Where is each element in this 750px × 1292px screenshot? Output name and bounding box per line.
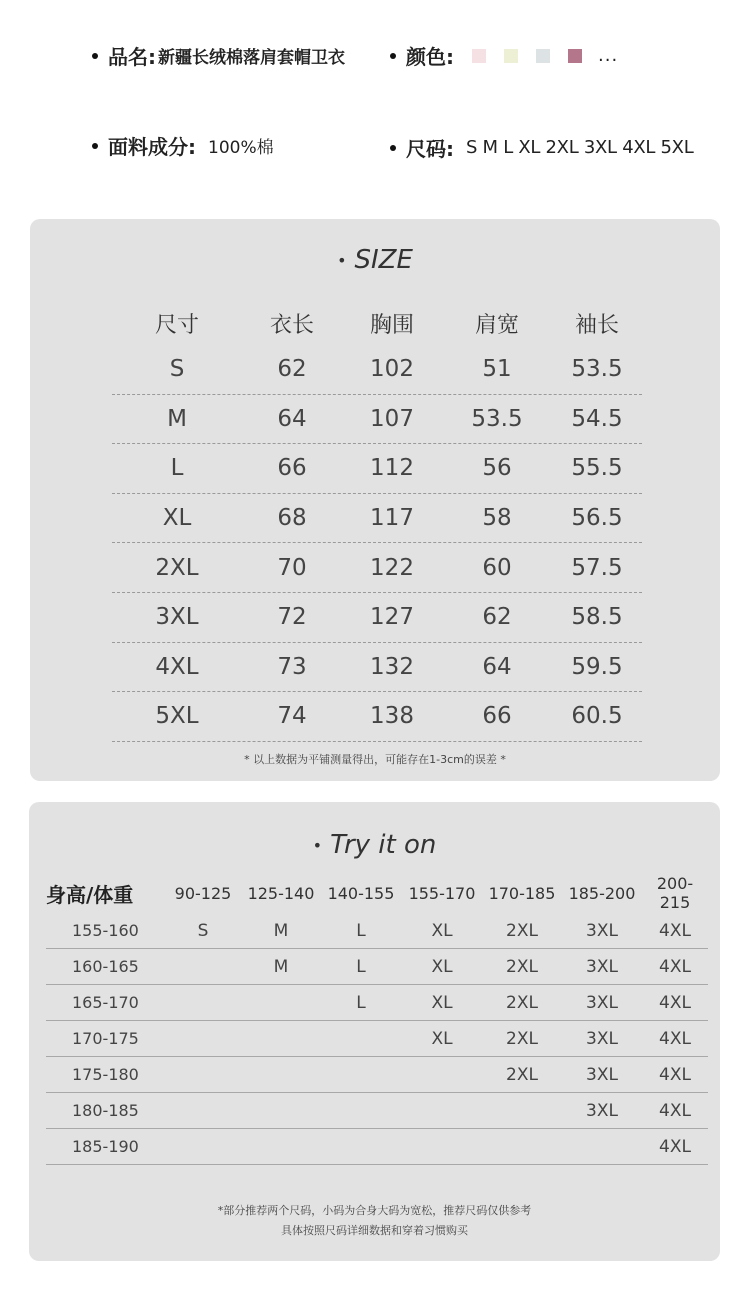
try-on-cell: 2XL [506,956,538,977]
try-on-cell: 4XL [659,1028,691,1049]
size-table-cell: 66 [277,455,307,482]
product-name-value: 新疆长绒棉落肩套帽卫衣 [158,48,345,68]
try-on-cell: 170-175 [72,1029,139,1048]
try-on-cell: XL [431,1028,453,1049]
bullet-icon [92,53,98,59]
size-table-cell: 62 [482,604,512,631]
try-on-cell: 3XL [586,1028,618,1049]
size-table-cell: 60.5 [571,703,623,730]
fabric-value: 100%棉 [208,138,274,158]
try-on-cell: 3XL [586,992,618,1013]
try-on-cell: 2XL [506,1064,538,1085]
try-on-row [46,1021,708,1057]
color-swatch [472,49,486,63]
try-on-cell: 4XL [659,1136,691,1157]
size-table-cell: 3XL [155,604,199,631]
size-table-cell: 59.5 [571,653,623,680]
try-on-cell: 160-165 [72,957,139,976]
try-on-cell: 3XL [586,920,618,941]
size-table-header-cell: 袖长 [574,312,619,338]
size-chart-title: • SIZE [337,245,413,275]
color-label: 颜色: [406,45,454,69]
size-table-cell: 58 [482,505,512,532]
try-on-cell: 3XL [586,1064,618,1085]
try-on-row [46,1057,708,1093]
try-on-cell: 180-185 [72,1101,139,1120]
try-on-note-2: 具体按照尺码详细数据和穿着习惯购买 [281,1224,468,1237]
fabric-row [92,131,274,160]
try-on-cell: 155-160 [72,921,139,940]
size-table-row [112,593,642,643]
try-on-title: • Try it on [312,830,437,860]
bullet-icon [390,53,396,59]
try-on-cell: 165-170 [72,993,139,1012]
size-chart-title-text: SIZE [354,245,413,275]
try-on-note-1: *部分推荐两个尺码，小码为合身大码为宽松，推荐尺码仅供参考 [217,1204,532,1217]
try-on-header-cell: 身高/体重 [46,882,134,907]
size-table-cell: L [170,455,184,482]
try-on-cell: S [197,920,209,941]
product-name-row [92,41,345,70]
try-on-cell: 3XL [586,1100,618,1121]
size-table-cell: 54.5 [571,405,623,432]
size-table-row [112,692,642,742]
bullet-icon [390,145,396,151]
size-table-cell: 68 [277,505,307,532]
size-options-row [390,133,693,162]
try-on-cell: XL [431,920,453,941]
size-table-header-cell: 肩宽 [474,312,519,338]
bullet-icon [92,143,98,149]
try-on-cell: 175-180 [72,1065,139,1084]
try-on-header-cell: 200-215 [656,874,694,912]
size-chart-note: * 以上数据为平铺测量得出，可能存在1-3cm的误差 * [244,753,506,766]
size-table-cell: XL [162,505,192,532]
size-table-header-cell: 尺寸 [154,312,199,338]
size-table-row [112,643,642,693]
size-table-cell: 74 [277,703,307,730]
size-table-cell: 66 [482,703,512,730]
size-table-cell: 72 [277,604,307,631]
try-on-cell: M [273,956,289,977]
try-on-header-cell: 155-170 [408,883,476,903]
color-swatch [568,49,582,63]
try-on-header-cell: 140-155 [327,883,395,903]
size-table-cell: S [169,356,185,383]
size-table-cell: 53.5 [471,405,523,432]
size-options-label: 尺码: [406,137,454,161]
size-table-cell: 55.5 [571,455,623,482]
size-table-header [112,301,642,345]
try-on-cell: M [273,920,289,941]
try-on-cell: 4XL [659,956,691,977]
try-on-title-text: Try it on [330,830,437,860]
try-on-cell: 4XL [659,1100,691,1121]
try-on-cell: 2XL [506,992,538,1013]
try-on-cell: 3XL [586,956,618,977]
size-table-cell: 64 [277,405,307,432]
try-on-row [46,1093,708,1129]
size-table-cell: 51 [482,356,512,383]
try-on-header-cell: 90-125 [174,883,232,903]
try-on-row [46,913,708,949]
try-on-cell: 4XL [659,992,691,1013]
size-options-value: S M L XL 2XL 3XL 4XL 5XL [466,137,694,158]
try-on-cell: 2XL [506,920,538,941]
size-table-cell: 73 [277,653,307,680]
try-on-table-header [46,873,708,913]
size-table-cell: 53.5 [571,356,623,383]
size-table-cell: 122 [370,554,414,581]
more-colors-ellipsis: ... [598,45,619,66]
try-on-cell: XL [431,992,453,1013]
color-swatch [504,49,518,63]
try-on-row [46,985,708,1021]
size-table-row [112,444,642,494]
size-table-row [112,543,642,593]
color-swatch [536,49,550,63]
color-row [390,41,618,70]
try-on-cell: L [356,920,366,941]
size-table-cell: 60 [482,554,512,581]
size-table-cell: 64 [482,653,512,680]
size-table-cell: 102 [370,356,414,383]
product-name-label: 品名: [108,45,156,69]
size-table-cell: 2XL [155,554,199,581]
size-table-cell: 138 [370,703,414,730]
fabric-label: 面料成分: [108,135,196,159]
size-table-cell: 57.5 [571,554,623,581]
size-table-cell: 127 [370,604,414,631]
size-table-cell: 58.5 [571,604,623,631]
try-on-row [46,1129,708,1165]
size-table-cell: 62 [277,356,307,383]
try-on-header-cell: 125-140 [247,883,315,903]
try-on-cell: 4XL [659,920,691,941]
size-table-row [112,494,642,544]
size-table-cell: 5XL [155,703,199,730]
size-table-header-cell: 胸围 [369,312,414,338]
size-table-row [112,395,642,445]
try-on-cell: XL [431,956,453,977]
size-table-cell: 70 [277,554,307,581]
size-table-row [112,345,642,395]
size-table-cell: 4XL [155,653,199,680]
size-table-cell: 56.5 [571,505,623,532]
try-on-cell: 4XL [659,1064,691,1085]
size-table [112,301,642,742]
try-on-cell: L [356,956,366,977]
try-on-table [46,873,708,1165]
try-on-card [29,802,720,1261]
size-table-cell: 107 [370,405,414,432]
try-on-cell: 185-190 [72,1137,139,1156]
size-chart-card [30,219,720,781]
try-on-cell: L [356,992,366,1013]
size-table-header-cell: 衣长 [269,312,314,338]
size-table-cell: 132 [370,653,414,680]
size-table-cell: 112 [370,455,414,482]
try-on-row [46,949,708,985]
size-table-cell: 117 [370,505,414,532]
try-on-header-cell: 185-200 [568,883,636,903]
try-on-cell: 2XL [506,1028,538,1049]
size-table-cell: 56 [482,455,512,482]
size-table-cell: M [167,405,187,432]
try-on-header-cell: 170-185 [488,883,556,903]
